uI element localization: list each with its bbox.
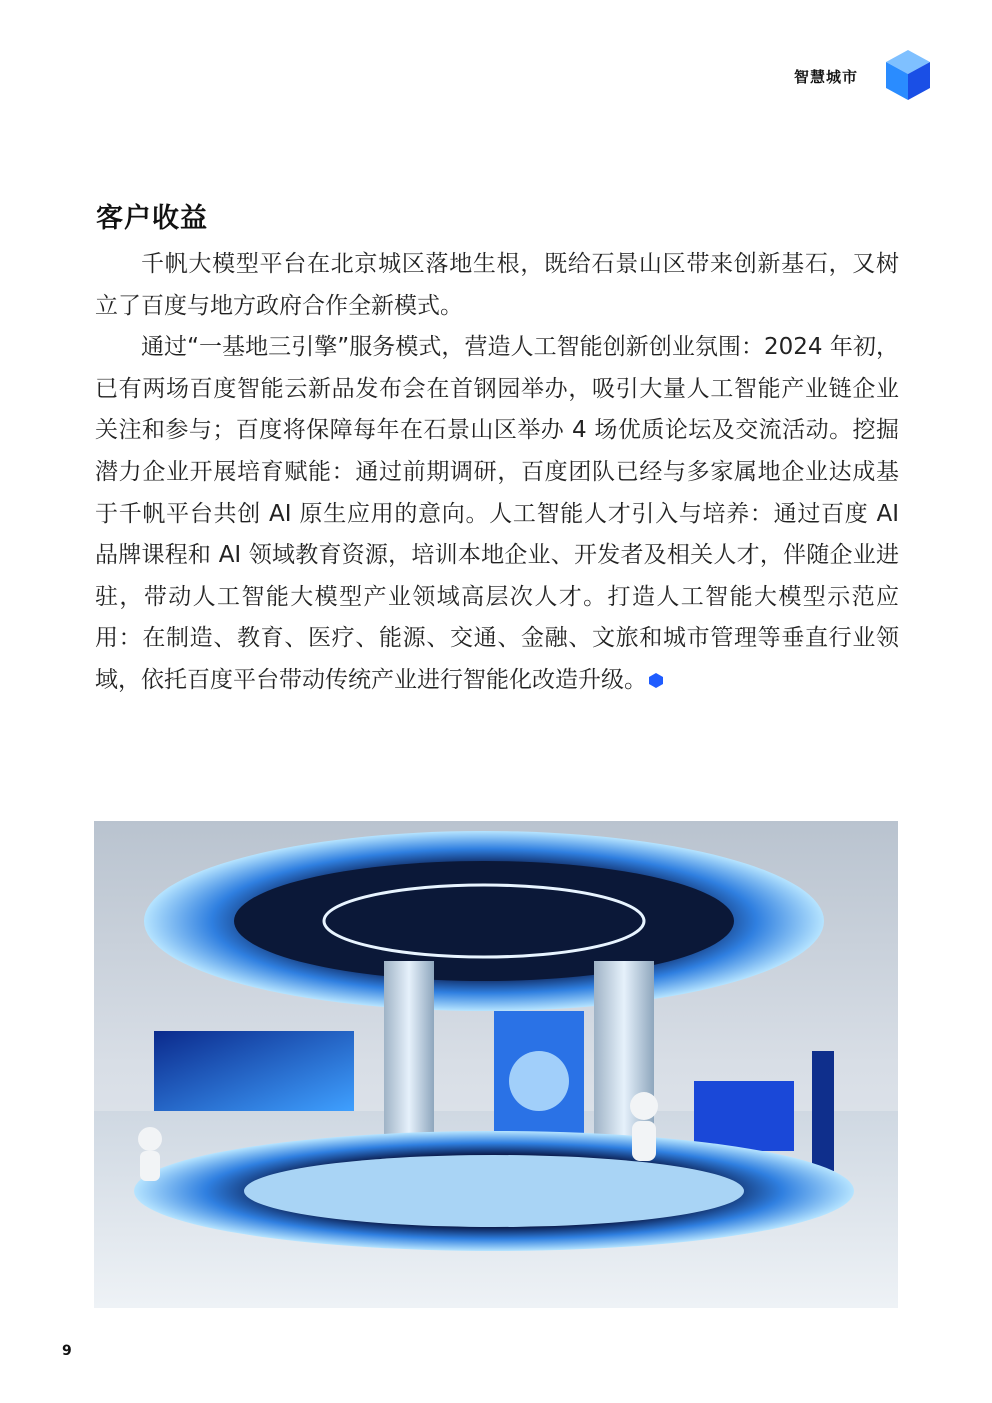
exhibition-hall-photo bbox=[94, 821, 898, 1308]
section-title: 客户收益 bbox=[96, 203, 208, 234]
blue-cube-icon bbox=[884, 48, 932, 102]
header-section-label: 智慧城市 bbox=[793, 68, 858, 86]
paragraph-2: 通过“一基地三引擎”服务模式，营造人工智能创新创业氛围：2024 年初，已有两场百度智能云新品发布会在首钢园举办，吸引大量人工智能产业链企业关注和参与；百度将保障每年在石景山区举办 4 场优质论坛及交流活动。挖掘潜力企业开展培育赋能：通过前期调研，百度团队已经与多家属地企业达成基于千帆平台共创 AI 原生应用的意向。人工智能人才引入与培养：通过百度 AI 品牌课程和 AI 领域教育资源，培训本地企业、开发者及相关人才，伴随企业进驻，带动人工智能大模型产业领域高层次人才。打造人工智能大模型示范应用：在制造、教育、医疗、能源、交通、金融、文旅和城市管理等垂直行业领域，依托百度平台带动传统产业进行智能化改造升级。 bbox=[95, 334, 899, 693]
blue-hexagon-icon bbox=[649, 673, 663, 688]
paragraph-1: 千帆大模型平台在北京城区落地生根，既给石景山区带来创新基石，又树立了百度与地方政府合作全新模式。 bbox=[95, 251, 899, 319]
page-number: 9 bbox=[62, 1343, 72, 1359]
body-text bbox=[95, 244, 899, 702]
